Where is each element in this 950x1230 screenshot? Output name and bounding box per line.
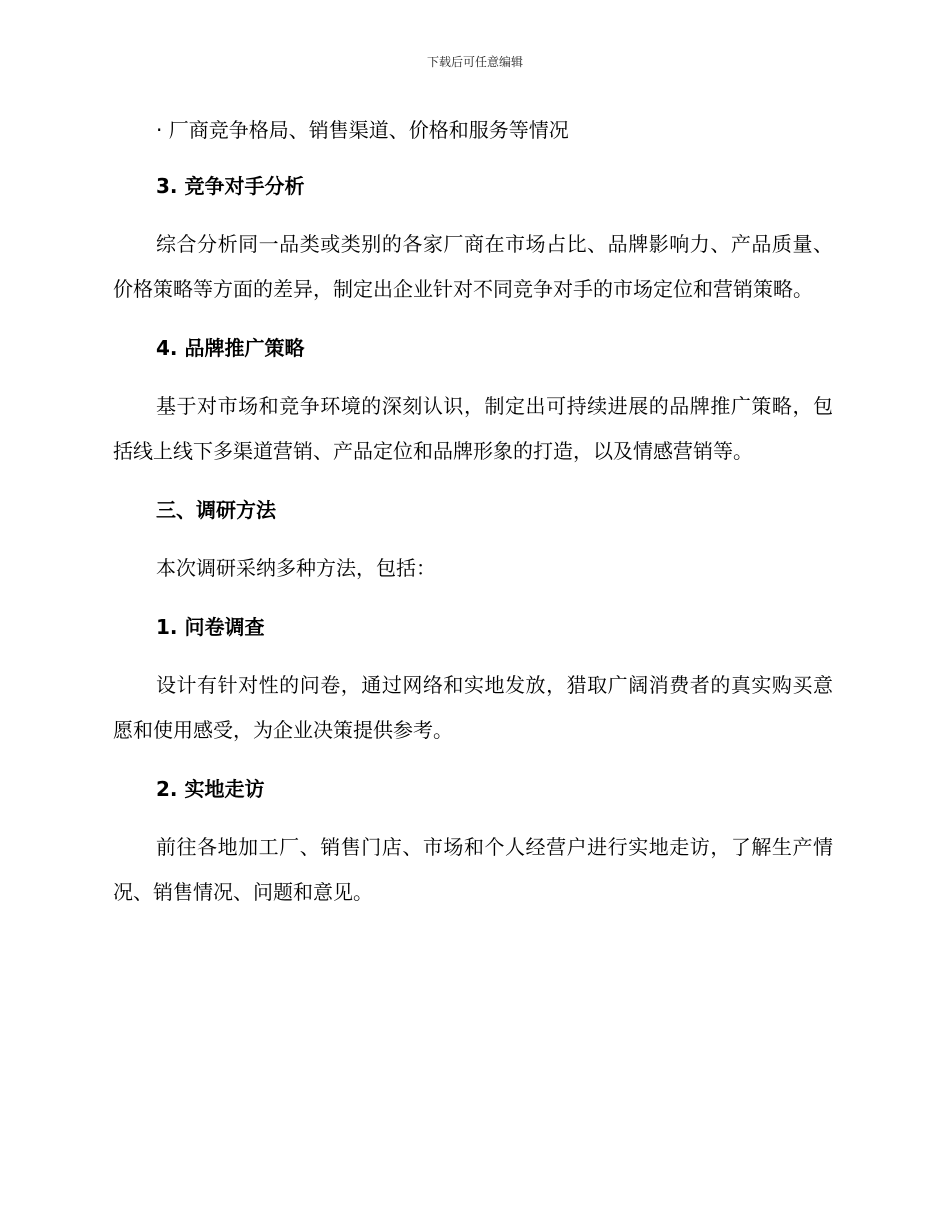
paragraph-research-methods-intro: 本次调研采纳多种方法，包括： xyxy=(156,556,436,580)
section-heading-questionnaire: 1. 问卷调查 xyxy=(156,615,265,639)
paragraph-competitor-analysis: 综合分析同一品类或类别的各家厂商在市场占比、品牌影响力、产品质量、价格策略等方面的差异，制定出企业针对不同竞争对手的市场定位和营销策略。 xyxy=(113,232,833,301)
paragraph-field-visit: 前往各地加工厂、销售门店、市场和个人经营户进行实地走访，了解生产情况、销售情况、问题和意见。 xyxy=(113,835,833,904)
section-heading-field-visit: 2. 实地走访 xyxy=(156,777,265,801)
section-heading-competitor-analysis: 3. 竞争对手分析 xyxy=(156,174,305,198)
page-header: 下载后可任意编辑 xyxy=(426,55,523,69)
document-body xyxy=(113,110,833,931)
paragraph-brand-promotion: 基于对市场和竞争环境的深刻认识，制定出可持续进展的品牌推广策略，包括线上线下多渠道营销、产品定位和品牌形象的打造，以及情感营销等。 xyxy=(113,394,833,463)
paragraph-questionnaire: 设计有针对性的问卷，通过网络和实地发放，猎取广阔消费者的真实购买意愿和使用感受，为企业决策提供参考。 xyxy=(113,673,833,742)
section-heading-research-methods: 三、调研方法 xyxy=(156,498,276,522)
bullet-item: · 厂商竞争格局、销售渠道、价格和服务等情况 xyxy=(156,118,569,142)
section-heading-brand-promotion: 4. 品牌推广策略 xyxy=(156,336,305,360)
